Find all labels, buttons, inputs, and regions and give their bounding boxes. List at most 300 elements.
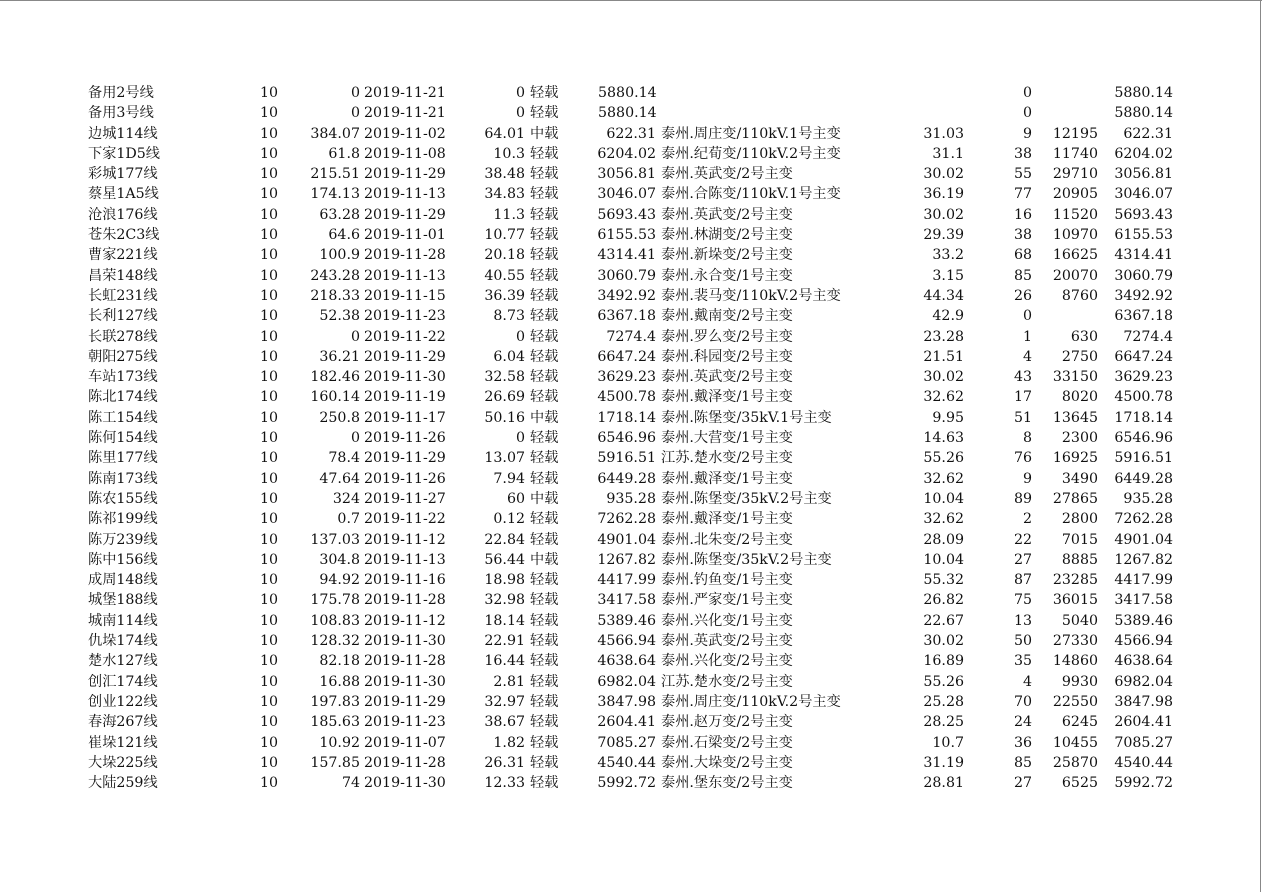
remaining-capacity-cell: 5389.46 [1114, 612, 1173, 629]
date-cell: 2019-11-30 [364, 673, 446, 690]
capacity-cell: 5693.43 [597, 206, 656, 223]
capacity-cell: 6647.24 [597, 348, 656, 365]
substation-cell: 泰州.英武变/2号主变 [661, 369, 793, 386]
load-cell: 16.88 [319, 673, 360, 690]
load-cell: 160.14 [310, 389, 360, 406]
date-cell: 2019-11-16 [364, 572, 446, 589]
transformer-count-cell: 38 [1013, 145, 1032, 162]
load-rate-cell: 0 [515, 85, 525, 101]
table-row [0, 347, 1262, 367]
load-status-cell: 轻载 [530, 287, 559, 304]
line-name-cell: 边城114线 [88, 125, 158, 142]
load-status-cell: 中载 [530, 125, 559, 142]
remaining-capacity-cell: 6982.04 [1114, 673, 1173, 690]
transformer-count-cell: 8 [1022, 430, 1032, 447]
voltage-cell: 10 [259, 166, 278, 183]
load-status-cell: 轻载 [530, 430, 559, 447]
transformer-count-cell: 76 [1013, 450, 1032, 467]
voltage-cell: 10 [259, 754, 278, 771]
substation-rate-cell: 3.15 [932, 267, 964, 284]
substation-cell: 泰州.北朱变/2号主变 [661, 531, 793, 548]
substation-rate-cell: 30.02 [923, 206, 964, 223]
transformer-count-cell: 50 [1013, 633, 1032, 650]
substation-cell: 泰州.永合变/1号主变 [661, 267, 793, 284]
transformer-count-cell: 27 [1013, 551, 1032, 568]
date-cell: 2019-11-29 [364, 166, 446, 183]
remaining-capacity-cell: 4901.04 [1114, 531, 1173, 548]
table-row [0, 631, 1262, 651]
capacity-cell: 3629.23 [597, 369, 656, 386]
capacity-cell: 4540.44 [597, 754, 656, 771]
table-row [0, 692, 1262, 712]
load-status-cell: 轻载 [530, 389, 559, 406]
load-cell: 0 [350, 430, 360, 447]
load-status-cell: 轻载 [530, 673, 559, 690]
date-cell: 2019-11-26 [364, 430, 446, 447]
remaining-capacity-cell: 4566.94 [1114, 633, 1173, 650]
substation-cell: 泰州.英武变/2号主变 [661, 206, 793, 223]
date-cell: 2019-11-28 [364, 754, 446, 771]
date-cell: 2019-11-13 [364, 186, 446, 203]
line-name-cell: 备用3号线 [88, 105, 154, 122]
voltage-cell: 10 [259, 186, 278, 203]
transformer-count-cell: 68 [1013, 247, 1032, 264]
substation-cell: 泰州.周庄变/110kV.2号主变 [661, 693, 841, 710]
load-status-cell: 轻载 [530, 450, 559, 467]
substation-rate-cell: 32.62 [923, 511, 964, 528]
line-name-cell: 陈里177线 [88, 450, 158, 467]
voltage-cell: 10 [259, 592, 278, 609]
transformer-count-cell: 2 [1022, 511, 1032, 528]
table-row [0, 448, 1262, 468]
remaining-capacity-cell: 3046.07 [1114, 186, 1173, 203]
load-status-cell: 轻载 [530, 612, 559, 629]
substation-cell: 泰州.大营变/1号主变 [661, 430, 793, 447]
load-rate-cell: 32.58 [484, 369, 525, 386]
voltage-cell: 10 [259, 287, 278, 304]
transformer-count-cell: 85 [1013, 267, 1032, 284]
load-status-cell: 轻载 [530, 206, 559, 223]
table-row [0, 367, 1262, 387]
substation-rate-cell: 10.7 [932, 734, 964, 751]
date-cell: 2019-11-30 [364, 775, 446, 792]
voltage-cell: 10 [259, 308, 278, 325]
transformer-count-cell: 22 [1013, 531, 1032, 548]
load-rate-cell: 40.55 [484, 267, 525, 284]
table-row [0, 590, 1262, 610]
table-row [0, 428, 1262, 448]
transformer-count-cell: 87 [1013, 572, 1032, 589]
transformer-capacity-cell: 25870 [1052, 754, 1098, 771]
capacity-cell: 3056.81 [597, 166, 656, 183]
line-name-cell: 创汇174线 [88, 673, 158, 690]
line-name-cell: 大垛225线 [88, 754, 158, 771]
load-status-cell: 轻载 [530, 531, 559, 548]
load-cell: 61.8 [328, 145, 360, 162]
transformer-count-cell: 9 [1022, 125, 1032, 142]
table-row [0, 306, 1262, 326]
remaining-capacity-cell: 3847.98 [1114, 693, 1173, 710]
load-status-cell: 轻载 [530, 369, 559, 386]
voltage-cell: 10 [259, 267, 278, 284]
voltage-cell: 10 [259, 551, 278, 568]
date-cell: 2019-11-22 [364, 328, 446, 345]
remaining-capacity-cell: 3629.23 [1114, 369, 1173, 386]
line-name-cell: 陈中156线 [88, 551, 158, 568]
transformer-count-cell: 51 [1013, 409, 1032, 426]
date-cell: 2019-11-29 [364, 206, 446, 223]
table-row [0, 530, 1262, 550]
table-row [0, 286, 1262, 306]
date-cell: 2019-11-17 [364, 409, 446, 426]
voltage-cell: 10 [259, 227, 278, 244]
voltage-cell: 10 [259, 653, 278, 670]
transformer-capacity-cell: 10455 [1052, 734, 1098, 751]
transformer-count-cell: 13 [1013, 612, 1032, 629]
voltage-cell: 10 [259, 105, 278, 122]
substation-rate-cell: 23.28 [923, 328, 964, 345]
substation-rate-cell: 22.67 [923, 612, 964, 629]
date-cell: 2019-11-29 [364, 693, 446, 710]
remaining-capacity-cell: 4314.41 [1114, 247, 1173, 264]
date-cell: 2019-11-26 [364, 470, 446, 487]
substation-cell: 泰州.兴化变/1号主变 [661, 612, 793, 629]
line-name-cell: 城南114线 [88, 612, 158, 629]
load-rate-cell: 50.16 [484, 409, 525, 426]
remaining-capacity-cell: 7085.27 [1114, 734, 1173, 751]
transformer-count-cell: 9 [1022, 470, 1032, 487]
remaining-capacity-cell: 935.28 [1123, 490, 1173, 507]
date-cell: 2019-11-08 [364, 145, 446, 162]
capacity-cell: 6204.02 [597, 145, 656, 162]
remaining-capacity-cell: 5992.72 [1114, 775, 1173, 792]
load-rate-cell: 18.14 [484, 612, 525, 629]
transformer-capacity-cell: 23285 [1052, 572, 1098, 589]
substation-cell: 泰州.戴泽变/1号主变 [661, 511, 793, 528]
load-status-cell: 轻载 [530, 267, 559, 284]
load-cell: 174.13 [310, 186, 360, 203]
substation-rate-cell: 10.04 [923, 551, 964, 568]
load-status-cell: 中载 [530, 409, 559, 426]
table-row [0, 469, 1262, 489]
load-rate-cell: 10.3 [493, 145, 525, 162]
substation-rate-cell: 28.81 [923, 775, 964, 792]
load-status-cell: 轻载 [530, 714, 559, 731]
substation-rate-cell: 16.89 [923, 653, 964, 670]
voltage-cell: 10 [259, 673, 278, 690]
transformer-count-cell: 70 [1013, 693, 1032, 710]
substation-cell: 泰州.大垛变/2号主变 [661, 754, 793, 771]
transformer-capacity-cell: 12195 [1052, 125, 1098, 142]
transformer-capacity-cell: 36015 [1052, 592, 1098, 609]
line-name-cell: 陈南173线 [88, 470, 158, 487]
substation-cell: 泰州.钓鱼变/1号主变 [661, 572, 793, 589]
load-rate-cell: 0.12 [493, 511, 525, 528]
load-cell: 94.92 [319, 572, 360, 589]
table-row [0, 733, 1262, 753]
load-rate-cell: 60 [506, 490, 525, 507]
substation-cell: 泰州.林湖变/2号主变 [661, 227, 793, 244]
load-cell: 0 [350, 328, 360, 345]
substation-rate-cell: 32.62 [923, 389, 964, 406]
load-rate-cell: 10.77 [484, 227, 525, 244]
load-rate-cell: 32.98 [484, 592, 525, 609]
substation-cell: 泰州.石梁变/2号主变 [661, 734, 793, 751]
load-cell: 197.83 [310, 693, 360, 710]
load-status-cell: 轻载 [530, 734, 559, 751]
table-row [0, 103, 1262, 123]
load-cell: 175.78 [310, 592, 360, 609]
line-name-cell: 陈祁199线 [88, 511, 158, 528]
table-row [0, 327, 1262, 347]
substation-cell: 泰州.戴泽变/1号主变 [661, 389, 793, 406]
date-cell: 2019-11-13 [364, 551, 446, 568]
substation-cell: 泰州.堡东变/2号主变 [661, 775, 793, 792]
date-cell: 2019-11-12 [364, 612, 446, 629]
line-name-cell: 苍朱2C3线 [88, 227, 160, 244]
line-name-cell: 陈农155线 [88, 490, 158, 507]
table-row [0, 225, 1262, 245]
transformer-capacity-cell: 5040 [1061, 612, 1098, 629]
table-row [0, 651, 1262, 671]
capacity-cell: 4566.94 [597, 633, 656, 650]
load-rate-cell: 2.81 [493, 673, 525, 690]
load-status-cell: 轻载 [530, 227, 559, 244]
transformer-count-cell: 4 [1022, 673, 1032, 690]
remaining-capacity-cell: 7262.28 [1114, 511, 1173, 528]
voltage-cell: 10 [259, 348, 278, 365]
load-rate-cell: 0 [515, 328, 525, 345]
line-name-cell: 沧浪176线 [88, 206, 158, 223]
load-status-cell: 轻载 [530, 145, 559, 162]
line-name-cell: 陈万239线 [88, 531, 158, 548]
load-rate-cell: 13.07 [484, 450, 525, 467]
transformer-count-cell: 26 [1013, 287, 1032, 304]
substation-cell: 江苏.楚水变/2号主变 [661, 450, 793, 467]
substation-rate-cell: 30.02 [923, 369, 964, 386]
capacity-cell: 4901.04 [597, 531, 656, 548]
transformer-capacity-cell: 6245 [1061, 714, 1098, 731]
load-rate-cell: 34.83 [484, 186, 525, 203]
voltage-cell: 10 [259, 775, 278, 792]
table-row [0, 611, 1262, 631]
remaining-capacity-cell: 6449.28 [1114, 470, 1173, 487]
voltage-cell: 10 [259, 206, 278, 223]
load-cell: 137.03 [310, 531, 360, 548]
data-table [0, 83, 1262, 793]
remaining-capacity-cell: 1718.14 [1114, 409, 1173, 426]
remaining-capacity-cell: 7274.4 [1123, 328, 1173, 345]
transformer-count-cell: 16 [1013, 206, 1032, 223]
substation-rate-cell: 31.03 [923, 125, 964, 142]
substation-cell: 泰州.戴南变/2号主变 [661, 308, 793, 325]
load-cell: 100.9 [319, 247, 360, 264]
transformer-count-cell: 35 [1013, 653, 1032, 670]
remaining-capacity-cell: 4417.99 [1114, 572, 1173, 589]
line-name-cell: 车站173线 [88, 369, 158, 386]
load-cell: 63.28 [319, 206, 360, 223]
transformer-capacity-cell: 27330 [1052, 633, 1098, 650]
transformer-count-cell: 0 [1022, 85, 1032, 101]
substation-rate-cell: 28.25 [923, 714, 964, 731]
table-row [0, 753, 1262, 773]
transformer-capacity-cell: 27865 [1052, 490, 1098, 507]
load-cell: 128.32 [310, 633, 360, 650]
remaining-capacity-cell: 6647.24 [1114, 348, 1173, 365]
load-cell: 74 [341, 775, 360, 792]
table-row [0, 164, 1262, 184]
table-row [0, 489, 1262, 509]
capacity-cell: 3417.58 [597, 592, 656, 609]
voltage-cell: 10 [259, 633, 278, 650]
remaining-capacity-cell: 5916.51 [1114, 450, 1173, 467]
remaining-capacity-cell: 4638.64 [1114, 653, 1173, 670]
load-cell: 218.33 [310, 287, 360, 304]
load-cell: 52.38 [319, 308, 360, 325]
substation-cell: 泰州.陈堡变/35kV.2号主变 [661, 551, 832, 568]
substation-rate-cell: 9.95 [932, 409, 964, 426]
remaining-capacity-cell: 6546.96 [1114, 430, 1173, 447]
transformer-capacity-cell: 6525 [1061, 775, 1098, 792]
transformer-capacity-cell: 11740 [1052, 145, 1098, 162]
date-cell: 2019-11-28 [364, 653, 446, 670]
voltage-cell: 10 [259, 247, 278, 264]
capacity-cell: 935.28 [606, 490, 656, 507]
transformer-count-cell: 0 [1022, 308, 1032, 325]
load-cell: 0 [350, 105, 360, 122]
substation-cell: 泰州.陈堡变/35kV.1号主变 [661, 409, 832, 426]
date-cell: 2019-11-15 [364, 287, 446, 304]
load-status-cell: 轻载 [530, 693, 559, 710]
transformer-capacity-cell: 33150 [1052, 369, 1098, 386]
transformer-count-cell: 1 [1022, 328, 1032, 345]
substation-cell: 泰州.周庄变/110kV.1号主变 [661, 125, 841, 142]
load-cell: 0.7 [337, 511, 360, 528]
load-cell: 182.46 [310, 369, 360, 386]
table-row [0, 245, 1262, 265]
transformer-count-cell: 89 [1013, 490, 1032, 507]
load-cell: 304.8 [319, 551, 360, 568]
date-cell: 2019-11-07 [364, 734, 446, 751]
load-rate-cell: 64.01 [484, 125, 525, 142]
substation-rate-cell: 10.04 [923, 490, 964, 507]
date-cell: 2019-11-30 [364, 633, 446, 650]
line-name-cell: 彩城177线 [88, 166, 158, 183]
line-name-cell: 下家1D5线 [88, 145, 160, 162]
load-rate-cell: 26.69 [484, 389, 525, 406]
substation-cell: 泰州.罗么变/2号主变 [661, 328, 793, 345]
substation-cell: 泰州.严家变/1号主变 [661, 592, 793, 609]
capacity-cell: 7085.27 [597, 734, 656, 751]
load-status-cell: 轻载 [530, 592, 559, 609]
voltage-cell: 10 [259, 511, 278, 528]
capacity-cell: 3060.79 [597, 267, 656, 284]
transformer-capacity-cell: 16625 [1052, 247, 1098, 264]
capacity-cell: 6449.28 [597, 470, 656, 487]
table-row [0, 387, 1262, 407]
substation-rate-cell: 14.63 [923, 430, 964, 447]
date-cell: 2019-11-30 [364, 369, 446, 386]
capacity-cell: 5916.51 [597, 450, 656, 467]
remaining-capacity-cell: 2604.41 [1114, 714, 1173, 731]
transformer-capacity-cell: 22550 [1052, 693, 1098, 710]
load-cell: 78.4 [328, 450, 360, 467]
load-cell: 185.63 [310, 714, 360, 731]
substation-cell: 泰州.英武变/2号主变 [661, 166, 793, 183]
transformer-capacity-cell: 8885 [1061, 551, 1098, 568]
transformer-count-cell: 27 [1013, 775, 1032, 792]
capacity-cell: 3046.07 [597, 186, 656, 203]
load-rate-cell: 38.48 [484, 166, 525, 183]
load-rate-cell: 18.98 [484, 572, 525, 589]
date-cell: 2019-11-27 [364, 490, 446, 507]
date-cell: 2019-11-29 [364, 450, 446, 467]
transformer-capacity-cell: 11520 [1052, 206, 1098, 223]
capacity-cell: 3847.98 [597, 693, 656, 710]
date-cell: 2019-11-13 [364, 267, 446, 284]
date-cell: 2019-11-21 [364, 105, 446, 122]
transformer-count-cell: 43 [1013, 369, 1032, 386]
substation-cell: 泰州.兴化变/2号主变 [661, 653, 793, 670]
substation-cell: 泰州.赵万变/2号主变 [661, 714, 793, 731]
voltage-cell: 10 [259, 85, 278, 101]
voltage-cell: 10 [259, 572, 278, 589]
table-row [0, 124, 1262, 144]
line-name-cell: 长利127线 [88, 308, 158, 325]
load-rate-cell: 32.97 [484, 693, 525, 710]
transformer-count-cell: 55 [1013, 166, 1032, 183]
table-row [0, 712, 1262, 732]
date-cell: 2019-11-22 [364, 511, 446, 528]
date-cell: 2019-11-02 [364, 125, 446, 142]
substation-rate-cell: 44.34 [923, 287, 964, 304]
load-rate-cell: 56.44 [484, 551, 525, 568]
load-status-cell: 轻载 [530, 105, 559, 122]
load-rate-cell: 0 [515, 105, 525, 122]
remaining-capacity-cell: 6155.53 [1114, 227, 1173, 244]
capacity-cell: 2604.41 [597, 714, 656, 731]
transformer-count-cell: 17 [1013, 389, 1032, 406]
substation-cell: 泰州.裴马变/110kV.2号主变 [661, 287, 841, 304]
substation-rate-cell: 32.62 [923, 470, 964, 487]
substation-rate-cell: 36.19 [923, 186, 964, 203]
line-name-cell: 曹家221线 [88, 247, 158, 264]
capacity-cell: 4500.78 [597, 389, 656, 406]
voltage-cell: 10 [259, 490, 278, 507]
transformer-count-cell: 4 [1022, 348, 1032, 365]
date-cell: 2019-11-19 [364, 389, 446, 406]
load-cell: 324 [332, 490, 360, 507]
load-rate-cell: 6.04 [493, 348, 525, 365]
capacity-cell: 5992.72 [597, 775, 656, 792]
substation-cell: 江苏.楚水变/2号主变 [661, 673, 793, 690]
transformer-capacity-cell: 20905 [1052, 186, 1098, 203]
remaining-capacity-cell: 3492.92 [1114, 287, 1173, 304]
capacity-cell: 5389.46 [597, 612, 656, 629]
substation-rate-cell: 31.1 [932, 145, 964, 162]
load-rate-cell: 22.84 [484, 531, 525, 548]
voltage-cell: 10 [259, 531, 278, 548]
load-cell: 10.92 [319, 734, 360, 751]
date-cell: 2019-11-29 [364, 348, 446, 365]
load-rate-cell: 36.39 [484, 287, 525, 304]
transformer-capacity-cell: 3490 [1061, 470, 1098, 487]
load-cell: 0 [350, 85, 360, 101]
substation-rate-cell: 28.09 [923, 531, 964, 548]
transformer-capacity-cell: 20070 [1052, 267, 1098, 284]
capacity-cell: 6155.53 [597, 227, 656, 244]
remaining-capacity-cell: 5880.14 [1114, 85, 1173, 101]
